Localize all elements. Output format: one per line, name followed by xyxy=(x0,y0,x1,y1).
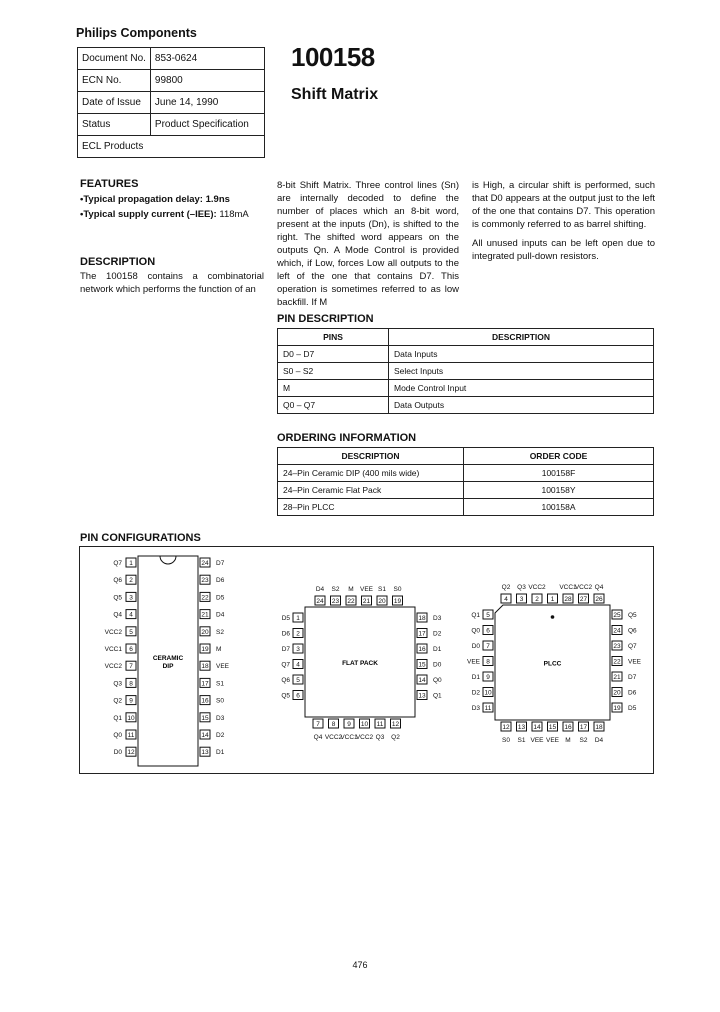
features-heading: FEATURES xyxy=(80,178,139,190)
plcc-pin-label: VCC1 xyxy=(559,584,577,591)
feature-value: 1.9ns xyxy=(205,194,230,205)
dip-pin-number: 3 xyxy=(129,594,133,602)
pin-diagrams xyxy=(80,547,653,773)
plcc-pin-number: 26 xyxy=(595,596,603,603)
code-cell: 100158Y xyxy=(464,482,654,499)
table-row xyxy=(278,363,654,380)
flatpack-pin-number: 24 xyxy=(316,598,324,605)
dip-pin-number: 9 xyxy=(129,697,133,705)
plcc-pin-label: D0 xyxy=(471,643,480,650)
table-row xyxy=(278,499,654,516)
plcc-pin-label: VEE xyxy=(466,658,480,666)
dip-pin-number: 12 xyxy=(127,749,135,757)
doc-value: Product Specification xyxy=(150,114,264,136)
dip-label: CERAMIC xyxy=(152,655,184,662)
dip-pin-number: 18 xyxy=(201,663,209,671)
description-col3-para1: is High, a circular shift is performed, such that D0 appears at the output just to the left of the one that contains D7. This operation is commonly referred to as barrel shifting. xyxy=(472,180,655,230)
flatpack-pin-number: 4 xyxy=(296,661,300,669)
plcc-pin-label: S2 xyxy=(579,737,588,744)
flatpack-pin-label: D0 xyxy=(433,661,442,669)
flatpack-pin-label: D2 xyxy=(433,630,442,638)
doc-label: Date of Issue xyxy=(78,92,151,114)
dip-pin-label: D3 xyxy=(216,714,225,722)
flatpack-pin-label: VCC2 xyxy=(324,734,343,741)
plcc-pin-label: D2 xyxy=(471,689,480,697)
doc-value: June 14, 1990 xyxy=(150,92,264,114)
flatpack-pin-number: 10 xyxy=(360,721,369,728)
dip-pin-label: VEE xyxy=(216,663,230,671)
plcc-pin-number: 22 xyxy=(613,658,621,666)
pin-cell: Q0 – Q7 xyxy=(278,397,389,414)
dip-pin-label: S1 xyxy=(216,680,224,688)
plcc-pin-label: D6 xyxy=(628,689,637,697)
doc-row xyxy=(78,92,265,114)
desc-cell: Data Outputs xyxy=(389,397,654,414)
flatpack-pin-label: Q4 xyxy=(313,734,323,741)
plcc-pin-label: Q5 xyxy=(628,612,637,619)
flatpack-pin-label: D3 xyxy=(433,615,442,622)
plcc-pin-label: Q6 xyxy=(628,627,637,635)
flatpack-pin-number: 18 xyxy=(418,615,426,622)
plcc-pin-number: 27 xyxy=(579,596,588,603)
flatpack-pin-number: 23 xyxy=(331,598,340,605)
dip-pin-number: 14 xyxy=(201,732,209,739)
plcc-pin-number: 25 xyxy=(613,612,621,619)
dip-pin-number: 17 xyxy=(201,680,209,688)
desc-cell: Data Inputs xyxy=(389,346,654,363)
flatpack-pin-label: Q6 xyxy=(281,677,290,684)
flatpack-pin-number: 22 xyxy=(347,598,355,605)
dip-pin-number: 11 xyxy=(127,732,135,739)
dip-pin-number: 5 xyxy=(129,628,133,636)
code-cell: 100158F xyxy=(464,465,654,482)
page-number: 476 xyxy=(352,960,368,970)
plcc-pin-label: Q7 xyxy=(628,643,637,650)
description-col2: 8-bit Shift Matrix. Three control lines (Sn) are internally decoded to define the number of places which an 8-bit word, present at the inputs (Dn), is shifted to the right. The shifted word appears on the outputs Qn. A Mode Control is provided which, if Low, forces Low all outputs to the left of the one that contains D7. This operation is sometimes referred to as low backfill. If M xyxy=(277,180,459,308)
dip-pin-label: D7 xyxy=(216,560,225,567)
dip-pin-number: 4 xyxy=(129,611,133,619)
pin-config-box xyxy=(79,546,654,774)
dip-pin-number: 20 xyxy=(201,628,209,636)
flatpack-pin-number: 5 xyxy=(296,677,300,684)
dip-pin-number: 21 xyxy=(201,611,209,619)
flatpack-pin-label: D4 xyxy=(315,586,325,593)
plcc-pin-number: 23 xyxy=(613,643,621,650)
dip-pin-number: 13 xyxy=(201,749,209,757)
dip-pin-number: 19 xyxy=(201,646,209,653)
dip-pin-label: D0 xyxy=(113,749,122,757)
flatpack-pin-label: M xyxy=(348,586,354,593)
ordering-table xyxy=(277,447,654,516)
flatpack-pin-label: D7 xyxy=(281,646,290,653)
flatpack-pin-number: 7 xyxy=(316,721,320,728)
dip-pin-label: Q3 xyxy=(113,680,122,688)
plcc-pin-number: 12 xyxy=(502,724,510,731)
part-number: 100158 xyxy=(291,42,375,72)
description-heading: DESCRIPTION xyxy=(80,256,156,268)
plcc-pin-number: 21 xyxy=(613,674,621,681)
flatpack-pin-number: 9 xyxy=(347,721,351,728)
dip-pin-label: VCC2 xyxy=(104,628,122,636)
feature-label: •Typical propagation delay: xyxy=(80,194,203,205)
product-line: ECL Products xyxy=(78,136,265,158)
plcc-pin-number: 7 xyxy=(486,643,490,650)
flatpack-pin-label: S1 xyxy=(378,586,386,593)
doc-row xyxy=(78,48,265,70)
dip-pin-label: D6 xyxy=(216,577,225,585)
flatpack-pin-label: VCC2 xyxy=(355,734,374,741)
flatpack-pin-label: Q7 xyxy=(281,661,290,669)
description-col3 xyxy=(472,179,655,263)
dip-label: DIP xyxy=(162,663,174,670)
dip-pin-label: VCC2 xyxy=(104,663,122,671)
features-list xyxy=(80,192,270,222)
dip-pin-label: D2 xyxy=(216,732,225,739)
flatpack-pin-label: S2 xyxy=(331,586,340,593)
plcc-label: PLCC xyxy=(543,660,562,668)
flatpack-pin-label: VCC1 xyxy=(340,734,358,741)
table-row xyxy=(278,482,654,499)
doc-label: Status xyxy=(78,114,151,136)
doc-row xyxy=(78,70,265,92)
table-row xyxy=(278,397,654,414)
flatpack-pin-label: D5 xyxy=(281,615,290,622)
pin-cell: S0 – S2 xyxy=(278,363,389,380)
doc-value: 853-0624 xyxy=(150,48,264,70)
table-row xyxy=(278,465,654,482)
pin-cell: M xyxy=(278,380,389,397)
flatpack-pin-number: 20 xyxy=(378,598,386,605)
plcc-pin-label: VCC2 xyxy=(574,584,593,591)
pin-description-table xyxy=(277,328,654,414)
plcc-pin-label: Q2 xyxy=(501,584,511,591)
col-header-description: DESCRIPTION xyxy=(389,329,654,346)
plcc-pin-label: D5 xyxy=(628,705,637,712)
dip-pin-label: Q0 xyxy=(113,732,122,739)
col-header-order-code: ORDER CODE xyxy=(464,448,654,465)
dip-pin-label: M xyxy=(216,646,222,653)
page-title: Shift Matrix xyxy=(291,86,379,103)
plcc-pin-label: VEE xyxy=(545,737,560,744)
table-row xyxy=(278,346,654,363)
plcc-pin-number: 1 xyxy=(550,596,555,603)
dip-pin-number: 2 xyxy=(129,577,133,585)
dip-pin-label: Q2 xyxy=(113,697,122,705)
pin-description-heading: PIN DESCRIPTION xyxy=(277,313,374,325)
flatpack-pin-label: D1 xyxy=(433,646,442,653)
dip-pin-label: VCC1 xyxy=(104,646,122,653)
plcc-pin-number: 8 xyxy=(486,658,490,666)
doc-row xyxy=(78,136,265,158)
plcc-pin-label: D7 xyxy=(628,674,637,681)
doc-row xyxy=(78,114,265,136)
desc-cell: 28–Pin PLCC xyxy=(278,499,464,516)
table-header-row xyxy=(278,329,654,346)
plcc-pin-number: 20 xyxy=(613,689,621,697)
feature-label: •Typical supply current (–IEE): xyxy=(80,209,217,220)
plcc-pin-label: S1 xyxy=(517,737,526,744)
flatpack-pin-label: Q5 xyxy=(281,692,290,700)
flatpack-pin-number: 15 xyxy=(418,661,426,669)
dip-pin-number: 23 xyxy=(201,577,209,585)
desc-cell: 24–Pin Ceramic Flat Pack xyxy=(278,482,464,499)
flatpack-pin-label: Q3 xyxy=(375,734,385,741)
plcc-pin-label: VCC2 xyxy=(528,584,546,591)
plcc-pin-number: 15 xyxy=(548,724,557,731)
dip-pin-number: 7 xyxy=(129,663,133,671)
document-info-table xyxy=(77,47,265,158)
dip-pin-number: 24 xyxy=(201,560,209,567)
flatpack-pin-number: 2 xyxy=(296,630,300,638)
doc-label: Document No. xyxy=(78,48,151,70)
dip-pin-number: 6 xyxy=(129,646,133,653)
plcc-pin-number: 6 xyxy=(486,627,490,635)
plcc-pin-number: 9 xyxy=(486,674,490,681)
desc-cell: Mode Control Input xyxy=(389,380,654,397)
plcc-pin-number: 24 xyxy=(613,627,621,635)
dip-pin-label: S0 xyxy=(216,697,224,705)
flatpack-pin-number: 19 xyxy=(393,598,402,605)
pin-cell: D0 – D7 xyxy=(278,346,389,363)
plcc-pin-label: Q4 xyxy=(594,584,604,591)
plcc-pin-label: D4 xyxy=(594,737,604,744)
flatpack-pin-number: 1 xyxy=(296,615,300,622)
dip-pin-label: D4 xyxy=(216,611,225,619)
plcc-pin-label: D1 xyxy=(471,674,480,681)
feature-item xyxy=(80,192,270,207)
flatpack-pin-number: 8 xyxy=(331,721,336,728)
plcc-pin1-dot xyxy=(551,615,555,619)
flatpack-pin-number: 14 xyxy=(418,677,426,684)
dip-pin-label: D5 xyxy=(216,594,225,602)
dip-pin-number: 1 xyxy=(129,560,133,567)
flatpack-pin-number: 16 xyxy=(418,646,426,653)
plcc-pin-number: 28 xyxy=(564,596,572,603)
plcc-pin-label: Q0 xyxy=(471,627,480,635)
plcc-pin-number: 16 xyxy=(564,724,572,731)
plcc-pin-label: VEE xyxy=(530,737,544,744)
plcc-pin-number: 2 xyxy=(535,596,539,603)
plcc-pin-number: 4 xyxy=(504,596,508,603)
plcc-pin-number: 5 xyxy=(486,612,490,619)
flatpack-pin-number: 21 xyxy=(362,598,371,605)
description-col3-para2: All unused inputs can be left open due to integrated pull-down resistors. xyxy=(472,238,655,262)
flatpack-pin-label: Q0 xyxy=(433,677,442,684)
flatpack-pin-number: 17 xyxy=(418,630,426,638)
flatpack-pin-number: 3 xyxy=(296,646,300,653)
flatpack-pin-label: D6 xyxy=(281,630,290,638)
ordering-heading: ORDERING INFORMATION xyxy=(277,432,417,444)
dip-pin-number: 22 xyxy=(201,594,209,602)
dip-pin-label: Q4 xyxy=(113,611,122,619)
table-header-row xyxy=(278,448,654,465)
doc-value: 99800 xyxy=(150,70,264,92)
desc-cell: Select Inputs xyxy=(389,363,654,380)
dip-pin-label: Q6 xyxy=(113,577,122,585)
feature-value: 118mA xyxy=(219,209,249,220)
dip-pin-label: D1 xyxy=(216,749,225,757)
code-cell: 100158A xyxy=(464,499,654,516)
col-header-pins: PINS xyxy=(278,329,389,346)
dip-pin-number: 10 xyxy=(127,714,135,722)
plcc-pin-number: 14 xyxy=(533,724,541,731)
plcc-pin-number: 10 xyxy=(484,689,492,697)
plcc-pin-label: S0 xyxy=(502,737,510,744)
plcc-pin-number: 18 xyxy=(595,724,603,731)
plcc-pin-number: 3 xyxy=(519,596,524,603)
plcc-pin-label: D3 xyxy=(471,705,480,712)
plcc-pin-number: 13 xyxy=(517,724,526,731)
pin-config-heading: PIN CONFIGURATIONS xyxy=(80,532,201,544)
flatpack-pin-label: Q1 xyxy=(433,692,442,700)
doc-label: ECN No. xyxy=(78,70,151,92)
flatpack-pin-number: 6 xyxy=(296,692,300,700)
dip-pin-number: 8 xyxy=(129,680,133,688)
flatpack-pin-number: 12 xyxy=(391,721,400,728)
description-col1: The 100158 contains a combinatorial network which performs the function of an xyxy=(80,271,264,295)
plcc-pin-label: M xyxy=(565,737,571,744)
flatpack-pin-number: 11 xyxy=(376,721,384,728)
flatpack-pin-number: 13 xyxy=(418,692,426,700)
dip-pin-label: Q7 xyxy=(113,560,122,567)
dip-pin-label: Q1 xyxy=(113,714,122,722)
flatpack-pin-label: S0 xyxy=(393,586,402,593)
dip-pin-number: 15 xyxy=(201,714,209,722)
flatpack-label: FLAT PACK xyxy=(342,660,378,667)
dip-pin-label: Q5 xyxy=(113,594,122,602)
flatpack-pin-label: Q2 xyxy=(391,734,400,741)
dip-pin-label: S2 xyxy=(216,628,224,636)
flatpack-pin-label: VEE xyxy=(359,586,374,593)
col-header-description: DESCRIPTION xyxy=(278,448,464,465)
plcc-pin-label: Q3 xyxy=(517,584,526,591)
feature-item xyxy=(80,207,270,222)
table-row xyxy=(278,380,654,397)
desc-cell: 24–Pin Ceramic DIP (400 mils wide) xyxy=(278,465,464,482)
plcc-pin-number: 11 xyxy=(484,705,492,712)
plcc-pin-label: VEE xyxy=(628,658,642,666)
plcc-pin-number: 19 xyxy=(613,705,621,712)
plcc-pin-label: Q1 xyxy=(471,612,480,619)
company-name: Philips Components xyxy=(76,26,197,40)
plcc-pin-number: 17 xyxy=(579,724,588,731)
dip-pin-number: 16 xyxy=(201,697,209,705)
